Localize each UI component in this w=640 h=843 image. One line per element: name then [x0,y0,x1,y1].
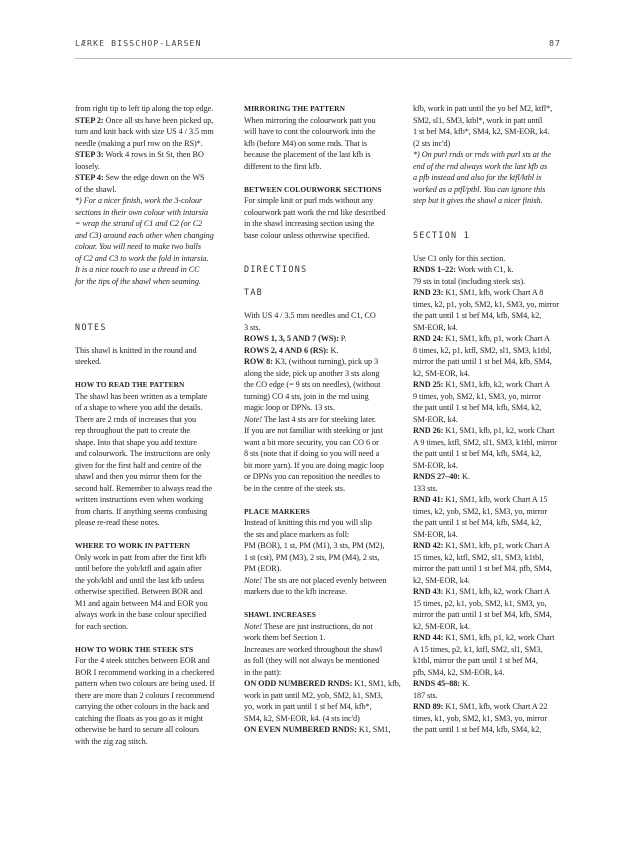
text-line: markers due to the kfb increase. [244,587,347,596]
text-line: k2, SM-EOR, k4. [413,621,470,631]
step-3 [75,149,227,161]
text-line: SM-EOR, k4. [413,460,458,470]
text-line: P. [338,334,347,343]
step-4 [75,172,227,184]
text-line: The sts are not placed evenly between [261,575,387,585]
text-line: 187 sts. [413,690,438,700]
text-line: magic loop or DPNs. 13 sts. [244,403,335,412]
rows-1-3-5-7 [244,333,399,345]
row-label: RND 26: [413,426,444,435]
text-line: be in the centre of the steek sts. [244,483,346,493]
text-line: Once all sts have been picked up, [103,115,214,125]
purl-note: worked as a ptfl/ptbl. You can ignore this [413,184,546,194]
markers-note [244,575,399,587]
row-label: ROWS 1, 3, 5 AND 7 (WS): [244,334,339,343]
text-line: as foll (they will not always be mentioned [244,656,380,665]
text-line: with the zig zag stitch. [75,736,148,746]
round-43 [413,586,572,598]
text-line: turning) CO 4 sts, join in the rnd using [244,391,369,401]
round-41 [413,494,572,506]
intarsia-note: It is a nice touch to use a thread in CC [75,265,200,274]
text-line: the patt until 1 st bef M4, kfb, SM4, k2, [413,449,542,458]
text-line: the patt until 1 st bef M4, kfb, SM4, k2, [413,518,542,527]
text-line: otherwise specified. Between BOR and [75,587,203,596]
text-line: different to the first kfb. [244,161,322,171]
text-line: along the side, pick up another 3 sts along [244,368,380,378]
row-label: RND 89: [413,702,444,711]
intarsia-note: and C3) around each other when changing [75,230,214,240]
round-89 [413,701,572,713]
text-line: mirror the patt until 1 st bef M4, kfb, SM4, [413,357,552,366]
text-line: k2, SM-EOR, k4. [413,575,470,585]
text-line: M1 and again between M4 and EOR you [75,598,208,608]
text-line: K. [328,345,339,355]
step-2 [75,115,227,127]
text-line: 8 times, k2, p1, ktfl, SM2, sl1, SM3, k1tbl, [413,345,552,355]
text-line: colourwork patt work the rnd like described [244,207,386,217]
text-line: The last 4 sts are for steeking later. [261,414,377,424]
rounds-27-40 [413,471,572,483]
row-label: RND 44: [413,633,444,642]
text-line: k1tbl, mirror the patt until 1 st bef M4, [413,656,538,665]
rows-2-4-6 [244,345,399,357]
subheading: HOW TO WORK THE STEEK STS [75,644,194,654]
section-heading-tab: TAB [244,287,264,297]
text-line: work them bef Section 1. [244,633,326,642]
note-label: Note! [244,414,262,424]
row-label: RND 25: [413,380,444,389]
text-line: SM-EOR, k4. [413,529,458,539]
text-line: When mirroring the colourwork patt you [244,115,376,125]
text-line: K1, SM1, kfb, p1, k2, work Chart [443,426,555,435]
subheading: WHERE TO WORK IN PATTERN [75,541,191,550]
text-line: SM4, k2, SM-EOR, k4. (4 sts inc'd) [244,713,360,723]
text-line: will have to cont the colourwork into the [244,127,376,136]
subheading: MIRRORING THE PATTERN [244,104,346,113]
intarsia-note: of C2 and C3 to work the fold in intarsia. [75,253,209,263]
subheading: BETWEEN COLOURWORK SECTIONS [244,184,382,194]
text-line: the sts and place markers as foll: [244,529,350,539]
purl-note: step but it gives the shawl a nicer finish. [413,196,543,205]
text-line: 133 sts. [413,483,438,493]
text-line: SM-EOR, k4. [413,414,458,424]
text-line: (2 sts inc'd) [413,138,451,148]
page-number: 87 [549,38,562,48]
row-label: ON EVEN NUMBERED RNDS: [244,725,357,734]
text-line: kfb, work in patt until the yo bef M2, ktfl*, [413,104,553,113]
round-25 [413,379,572,391]
row-label: ROW 8: [244,357,273,366]
intarsia-note: colour. You will need to make two balls [75,242,202,251]
text-line: 1 st bef M4, kfb*, SM4, k2, SM-EOR, k4. [413,127,550,136]
row-label: ROWS 2, 4 AND 6 (RS): [244,345,329,355]
text-line: the patt until 1 st bef M4, kfb, SM4, k2, [413,725,542,734]
text-line: of the shawl. [75,184,117,194]
round-23 [413,287,572,299]
text-line: always work in the base colour specified [75,610,207,619]
text-line: the patt until 1 st bef M4, kfb, SM4, k2, [413,403,542,412]
text-line: Use C1 only for this section. [413,253,506,263]
text-line: K1, SM1, [356,725,391,734]
row-label: RND 23: [413,288,444,297]
note-label: Note! [244,621,262,631]
row-8 [244,356,399,368]
column-3 [413,103,572,736]
text-line: or DPNs you can reposition the needles to [244,472,380,481]
text-line: K1, SM1, kfb, work Chart A 8 [443,288,544,297]
row-label: RNDS 27–40: [413,472,460,481]
purl-note: end of the rnd always work the last kfb as [413,161,548,171]
text-line: rep throughout the patt to create the [75,426,191,435]
text-line: SM2, sl1, SM3, ktbl*, work in patt until [413,115,543,125]
text-line: the CO edge (= 9 sts on needles), (without [244,380,381,389]
section-heading-directions: DIRECTIONS [244,264,308,274]
text-line: 1 st (cst), PM (M3), 2 sts, PM (M4), 2 sts, [244,552,380,562]
text-line: mirror the patt until 1 st bef M4, kfb, SM4, [413,610,552,619]
column-1 [75,103,227,747]
text-line: in the shawl increasing section using the [244,219,375,228]
text-line: K1, SM1, kfb, k2, work Chart A [443,380,550,389]
text-line: times, k2, yob, SM2, k1, SM3, yo, mirror [413,506,548,516]
round-26 [413,425,572,437]
text-line: from charts. If anything seems confusing [75,506,208,516]
text-line: 15 times, p2, k1, yob, SM2, k1, SM3, yo, [413,598,547,608]
row-label: ON ODD NUMBERED RNDS: [244,679,353,688]
text-line: written instructions even when working [75,495,204,504]
subheading: SHAWL INCREASES [244,610,316,619]
text-line: Work with C1, k. [455,265,514,274]
text-line: If you are not familiar with steeking or just [244,426,383,435]
text-line: and colourwork. The instructions are only [75,449,211,458]
text-line: For simple knit or purl rnds without any [244,196,374,205]
intarsia-note: sections in their own colour with intarsia [75,207,208,217]
text-line: K1, SM1, kfb, p1, work Chart A [443,334,550,343]
shawl-note [244,621,399,633]
text-line: BOR I recommend working in a checkered [75,667,215,677]
text-line: kfb (before M4) on some rnds. That is [244,138,368,148]
text-line: PM (BOR), 1 st, PM (M1), 3 sts, PM (M2), [244,541,385,550]
text-line: because the placement of the last kfb is [244,150,371,159]
text-line: These are just instructions, do not [261,621,373,631]
text-line: Instead of knitting this rnd you will slip [244,518,372,527]
running-header-author: LÆRKE BISSCHOP-LARSEN [75,38,202,48]
note-label: Note! [244,575,262,585]
text-line: turn and knit back with size US 4 / 3.5 mm [75,127,214,136]
text-line: Increases are worked throughout the shawl [244,644,383,654]
subheading: PLACE MARKERS [244,506,310,516]
text-line: given for the first half and centre of the [75,460,202,470]
intarsia-note: for the tips of the shawl when seaming. [75,276,201,286]
text-line: the patt until 1 st bef M4, kfb, SM4, k2, [413,311,542,320]
text-line: There are 2 rnds of increases that you [75,414,197,424]
text-line: in the patt): [244,667,282,677]
column-2 [244,103,399,736]
text-line: otherwise be hard to secure all colours [75,725,200,734]
text-line: K1, SM1, kfb, work Chart A 15 [443,495,548,504]
text-line: there are more than 2 colours I recommend [75,690,215,700]
text-line: bit more yarn). If you are doing magic loop [244,460,384,470]
purl-note: a pfb instead and also for the ktfl/ktbl is [413,173,542,182]
text-line: For the 4 steek stitches between EOR and [75,656,210,665]
step-label: STEP 3: [75,150,104,159]
text-line: SM-EOR, k4. [413,322,458,332]
text-line: times, k2, p1, yob, SM2, k1, SM3, yo, mirror [413,299,560,309]
text-line: 15 times, k2, ktfl, SM2, sl1, SM3, k1tbl, [413,552,544,562]
text-line: for each section. [75,621,129,631]
section-heading-section-1: SECTION 1 [413,229,471,240]
text-line: K1, SM1, kfb, work Chart A 22 [443,702,548,711]
text-line: pattern when two colours are being used. If [75,679,215,688]
text-line: K1, SM1, kfb, p1, k2, work Chart [443,633,555,642]
row-label: RND 42: [413,541,444,550]
text-line: shape. Into that shape you add texture [75,437,198,447]
subheading: HOW TO READ THE PATTERN [75,380,185,389]
text-line: pfb, SM4, k2, SM-EOR, k4. [413,667,505,677]
text-line: K1, SM1, kfb, p1, work Chart A [443,541,550,550]
text-line: needle (making a purl row on the RS)*. [75,138,203,148]
text-line: 8 sts (note that if doing so you will need a [244,449,380,458]
steek-note [244,414,399,426]
odd-rounds [244,678,399,690]
text-line: from right tip to left tip along the top edge. [75,104,214,113]
rounds-1-22 [413,264,572,276]
text-line: steeked. [75,357,102,366]
text-line: work in patt until M2, yob, SM2, k1, SM3, [244,690,383,700]
header-rule [75,58,572,59]
text-line: K. [459,679,470,688]
text-line: K1, SM1, kfb, [352,679,401,688]
round-42 [413,540,572,552]
text-line: 79 sts in total (including steek sts). [413,276,526,286]
text-line: PM (EOR). [244,564,282,573]
text-line: carrying the other colours in the back and [75,702,210,711]
text-line: 3 sts. [244,322,261,332]
text-line: base colour unless otherwise specified. [244,230,370,240]
section-heading-notes: NOTES [75,321,107,332]
text-line: until before the yob/ktfl and again after [75,564,202,573]
round-24 [413,333,572,345]
row-label: RND 24: [413,334,444,343]
text-line: loosely. [75,161,100,171]
text-line: the yob/ktbl and until the last kfb unless [75,575,205,585]
text-line: mirror the patt until 1 st bef M4, pfb, SM4, [413,564,552,573]
round-44 [413,632,572,644]
text-line: A 9 times, ktfl, SM2, sl1, SM3, k1tbl, mirror [413,437,558,447]
text-line: Sew the edge down on the WS [103,173,205,182]
text-line: K1, SM1, kfb, k2, work Chart A [443,587,550,596]
text-line: k2, SM-EOR, k4. [413,368,470,378]
intarsia-note: = wrap the strand of C1 and C2 (or C2 [75,219,203,228]
text-line: K. [459,472,470,481]
text-line: The shawl has been written as a template [75,391,208,401]
text-line: times, k1, yob, SM2, k1, SM3, yo, mirror [413,713,548,723]
row-label: RNDS 1–22: [413,265,456,274]
rounds-45-88 [413,678,572,690]
row-label: RND 41: [413,495,444,504]
row-label: RND 43: [413,587,444,596]
text-line: please re-read these notes. [75,518,160,527]
even-rounds [244,724,399,736]
text-line: catching the floats as you go as it might [75,713,204,723]
text-line: want a bit more security, you can CO 6 or [244,437,379,447]
step-label: STEP 4: [75,173,104,182]
text-line: of a shape to where you add the details. [75,403,203,412]
text-line: A 15 times, p2, k1, ktfl, SM2, sl1, SM3, [413,644,543,654]
text-line: K3, (without turning), pick up 3 [272,357,379,366]
text-line: shawl and then you mirror them for the [75,472,202,481]
text-line: yo, work in patt until 1 st bef M4, kfb*, [244,702,372,711]
text-line: second half. Remember to always read the [75,483,212,493]
intarsia-note: *) For a nicer finish, work the 3-colour [75,196,203,205]
row-label: RNDS 45–88: [413,679,460,688]
purl-note: *) On purl rnds or rnds with purl sts at the [413,150,551,159]
text-line: With US 4 / 3.5 mm needles and C1, CO [244,311,376,320]
text-line: 9 times, yob, SM2, k1, SM3, yo, mirror [413,391,541,401]
text-line: Only work in patt from after the first kfb [75,552,207,562]
text-line: This shawl is knitted in the round and [75,345,197,355]
step-label: STEP 2: [75,115,104,125]
text-line: Work 4 rows in St St, then BO [103,150,204,159]
